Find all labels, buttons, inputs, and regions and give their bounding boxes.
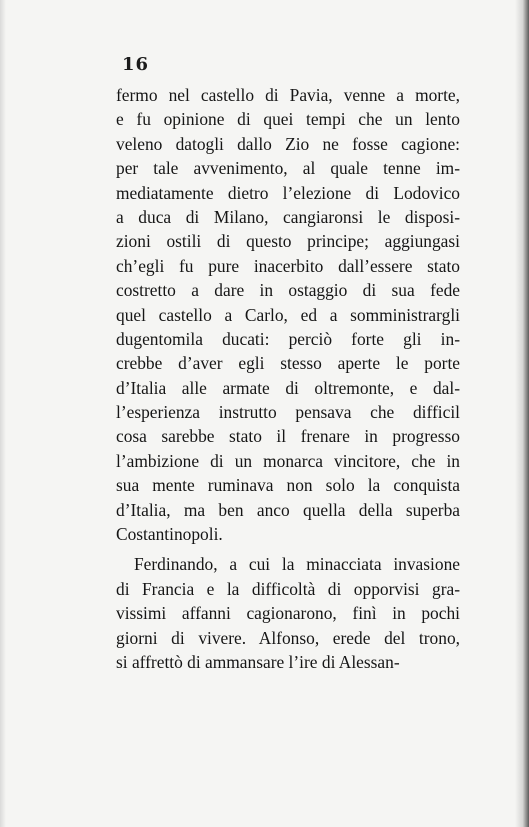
text-line: zioni ostili di questo principe; aggiungasi [116, 231, 460, 252]
text-line: mediatamente dietro l’elezione di Lodovico [116, 182, 460, 203]
text-line: giorni di vivere. Alfonso, erede del trono, [116, 627, 460, 648]
text-line: dugentomila ducati: perciò forte gli in- [116, 328, 460, 349]
page-number: 16 [122, 54, 150, 75]
text-line: fermo nel castello di Pavia, venne a morte, [116, 85, 460, 105]
text-line: sua mente ruminava non solo la conquista [116, 475, 460, 496]
body-text [116, 83, 460, 674]
text-line: crebbe d’aver egli stesso aperte le porte [116, 353, 460, 374]
text-line: quel castello a Carlo, ed a somministrargli [116, 304, 460, 325]
text-line: vissimi affanni cagionarono, finì in pochi [116, 603, 460, 624]
page-left-edge [0, 0, 6, 827]
page-gutter-shadow [515, 0, 529, 827]
text-line: costretto a dare in ostaggio di sua fede [116, 280, 460, 301]
text-line: di Francia e la difficoltà di opporvisi gra- [116, 578, 460, 599]
text-line: per tale avvenimento, al quale tenne im- [116, 158, 460, 179]
text-line: e fu opinione di quei tempi che un lento [116, 109, 460, 130]
text-line: ch’egli fu pure inacerbito dall’essere stato [116, 255, 460, 276]
text-line: d’Italia alle armate di oltremonte, e dal- [116, 377, 460, 398]
text-line: veleno datogli dallo Zio ne fosse cagione: [116, 133, 460, 154]
text-line: cosa sarebbe stato il frenare in progresso [116, 426, 460, 447]
paragraph [116, 83, 460, 546]
text-line: a duca di Milano, cangiaronsi le disposi- [116, 206, 460, 227]
text-line: d’Italia, ma ben anco quella della superba [116, 499, 460, 520]
text-line: Ferdinando, a cui la minacciata invasione [134, 554, 460, 575]
text-line: l’ambizione di un monarca vincitore, che in [116, 450, 460, 471]
text-line: l’esperienza instrutto pensava che difficil [116, 402, 460, 423]
text-line: si affrettò di ammansare l’ire di Alessan- [116, 651, 400, 672]
paragraph [116, 552, 460, 674]
text-line: Costantinopoli. [116, 524, 223, 545]
